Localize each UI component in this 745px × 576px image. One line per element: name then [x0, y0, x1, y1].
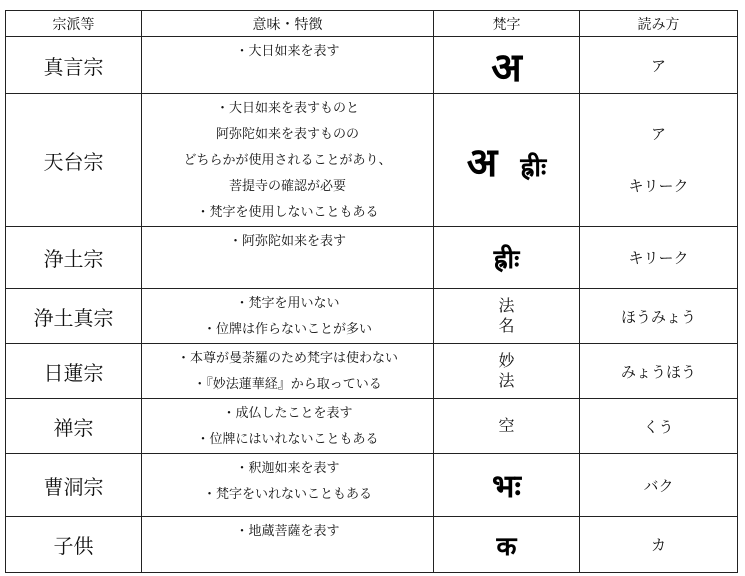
table-row	[6, 94, 738, 227]
meaning-cell	[142, 37, 434, 94]
reading-cell: ア	[580, 37, 738, 94]
header-row	[6, 11, 738, 37]
sect-name: 禅宗	[6, 399, 142, 454]
reading-cell: ほうみょう	[580, 289, 738, 344]
reading-kiriku: キリーク	[628, 177, 689, 195]
sect-name: 子供	[6, 517, 142, 573]
bonji-cell	[434, 517, 580, 573]
bonji-cell	[434, 227, 580, 289]
sect-name: 真言宗	[6, 37, 142, 94]
bonji-cell	[434, 37, 580, 94]
reading-cell: くう	[580, 399, 738, 454]
table-row	[6, 399, 738, 454]
meaning-line: ・地蔵菩薩を表す	[235, 524, 340, 539]
sect-name: 浄土真宗	[6, 289, 142, 344]
bonji-ka-glyph: क	[496, 531, 517, 562]
table-row	[6, 344, 738, 399]
meaning-line: ・釈迦如来を表す	[235, 461, 340, 476]
bonji-cell	[434, 454, 580, 517]
meaning-line: ・位牌にはいれないこともある	[196, 432, 379, 447]
bonji-cell	[434, 289, 580, 344]
bonji-cell	[434, 94, 580, 227]
reading-cell: みょうほう	[580, 344, 738, 399]
meaning-line: 菩提寺の確認が必要	[228, 179, 346, 194]
meaning-line: 阿弥陀如来を表すものの	[215, 127, 359, 142]
meaning-cell	[142, 289, 434, 344]
meaning-line: ・本尊が曼荼羅のため梵字は使わない	[176, 351, 398, 366]
meaning-cell	[142, 344, 434, 399]
sect-name: 天台宗	[6, 94, 142, 227]
sect-name: 浄土宗	[6, 227, 142, 289]
reading-a: ア	[650, 125, 666, 143]
table-row	[6, 454, 738, 517]
bonji-text-line: 法	[498, 296, 515, 315]
bonji-kiriku-glyph: ह्रीः	[520, 152, 547, 183]
meaning-line: ・梵字を用いない	[235, 296, 340, 311]
meaning-line: ・大日如来を表す	[235, 44, 340, 59]
meaning-line: ・『妙法蓮華経』から取っている	[193, 377, 382, 392]
header-bonji: 梵字	[434, 11, 580, 37]
reading-cell: カ	[580, 517, 738, 573]
meaning-cell	[142, 454, 434, 517]
bonji-cell	[434, 399, 580, 454]
meaning-line: ・阿弥陀如来を表す	[228, 234, 346, 249]
meaning-cell	[142, 227, 434, 289]
bonji-a-glyph: अ	[466, 138, 498, 186]
meaning-line: ・梵字を使用しないこともある	[196, 205, 379, 220]
meaning-cell	[142, 517, 434, 573]
header-sect: 宗派等	[6, 11, 142, 37]
reading-cell	[580, 94, 738, 227]
meaning-line: ・位牌は作らないことが多い	[202, 322, 372, 337]
meaning-line: どちらかが使用されることがあり、	[183, 153, 392, 168]
sect-name: 日蓮宗	[6, 344, 142, 399]
table-row	[6, 517, 738, 573]
bonji-kiriku-glyph: ह्रीः	[493, 244, 520, 275]
bonji-text-line: 空	[498, 416, 515, 435]
reading-cell: キリーク	[580, 227, 738, 289]
meaning-cell	[142, 399, 434, 454]
table-row	[6, 227, 738, 289]
meaning-line: ・大日如来を表すものと	[215, 101, 359, 116]
bonji-a-glyph: अ	[491, 43, 522, 91]
meaning-line: ・成仏したことを表す	[222, 406, 353, 421]
header-meaning: 意味・特徴	[142, 11, 434, 37]
bonji-text-line: 名	[498, 316, 515, 335]
reading-cell: バク	[580, 454, 738, 517]
meaning-cell	[142, 94, 434, 227]
bonji-text-line: 法	[498, 371, 515, 390]
bonji-cell	[434, 344, 580, 399]
table-row	[6, 37, 738, 94]
bonji-text-line: 妙	[498, 351, 515, 370]
table-row	[6, 289, 738, 344]
sect-bonji-table	[5, 10, 738, 573]
sect-name: 曹洞宗	[6, 454, 142, 517]
meaning-line: ・梵字をいれないこともある	[202, 487, 372, 502]
header-reading: 読み方	[580, 11, 738, 37]
bonji-baku-glyph: भः	[492, 466, 521, 505]
